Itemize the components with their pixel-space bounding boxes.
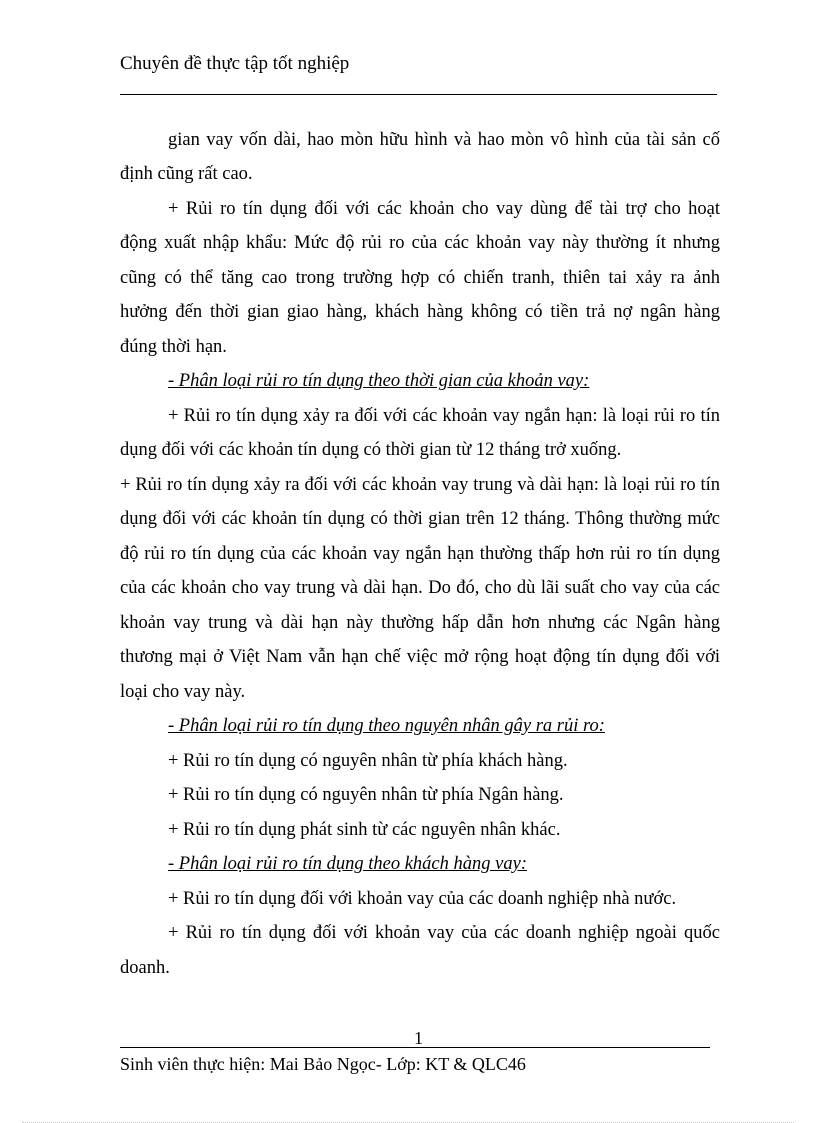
header-divider <box>120 94 717 95</box>
text-line: động xuất nhập khẩu: Mức độ rủi ro của các khoản vay này thường ít nhưng <box>120 233 720 253</box>
text-line: doanh. <box>120 958 170 978</box>
list-item: + Rủi ro tín dụng đối với khoản vay của các doanh nghiệp ngoài quốc <box>168 923 720 943</box>
list-item: + Rủi ro tín dụng có nguyên nhân từ phía khách hàng. <box>168 751 568 771</box>
text-line: gian vay vốn dài, hao mòn hữu hình và hao mòn vô hình của tài sản cố <box>168 130 720 150</box>
text-line: đúng thời hạn. <box>120 337 227 357</box>
section-heading: - Phân loại rủi ro tín dụng theo khách hàng vay: <box>168 854 527 874</box>
text-line: loại cho vay này. <box>120 682 246 702</box>
section-heading: - Phân loại rủi ro tín dụng theo nguyên nhân gây ra rủi ro: <box>168 716 605 736</box>
text-line: + Rủi ro tín dụng đối với các khoản cho vay dùng để tài trợ cho hoạt <box>168 199 720 219</box>
text-line: thương mại ở Việt Nam vẫn hạn chế việc mở rộng hoạt động tín dụng đối với <box>120 647 720 667</box>
text-line: của các khoản cho vay trung và dài hạn. Do đó, cho dù lãi suất cho vay của các <box>120 578 720 598</box>
text-line: khoản vay trung và dài hạn này thường hấp dẫn hơn nhưng các Ngân hàng <box>120 613 720 633</box>
text-line: cũng có thể tăng cao trong trường hợp có chiến tranh, thiên tai xảy ra ảnh <box>120 268 720 288</box>
document-title: Chuyên đề thực tập tốt nghiệp <box>120 53 350 74</box>
list-item: + Rủi ro tín dụng phát sinh từ các nguyên nhân khác. <box>168 820 561 840</box>
text-line: hưởng đến thời gian giao hàng, khách hàng không có tiền trả nợ ngân hàng <box>120 302 720 322</box>
list-item: + Rủi ro tín dụng đối với khoản vay của các doanh nghiệp nhà nước. <box>168 889 677 909</box>
text-line: dụng đối với các khoản tín dụng có thời gian trên 12 tháng. Thông thường mức <box>120 509 720 529</box>
page-number: 1 <box>414 1028 423 1048</box>
text-line: dụng đối với các khoản tín dụng có thời gian từ 12 tháng trở xuống. <box>120 440 622 460</box>
section-heading: - Phân loại rủi ro tín dụng theo thời gian của khoản vay: <box>168 371 590 391</box>
footer-divider <box>120 1047 710 1048</box>
text-line: độ rủi ro tín dụng của các khoản vay ngắn hạn thường thấp hơn rủi ro tín dụng <box>120 544 720 564</box>
list-item: + Rủi ro tín dụng có nguyên nhân từ phía Ngân hàng. <box>168 785 564 805</box>
text-line: + Rủi ro tín dụng xảy ra đối với các khoản vay ngắn hạn: là loại rủi ro tín <box>168 406 720 426</box>
text-line: định cũng rất cao. <box>120 164 253 184</box>
footer-author: Sinh viên thực hiện: Mai Bảo Ngọc- Lớp: KT & QLC46 <box>120 1054 526 1074</box>
text-line: + Rủi ro tín dụng xảy ra đối với các khoản vay trung và dài hạn: là loại rủi ro tín <box>120 475 720 495</box>
